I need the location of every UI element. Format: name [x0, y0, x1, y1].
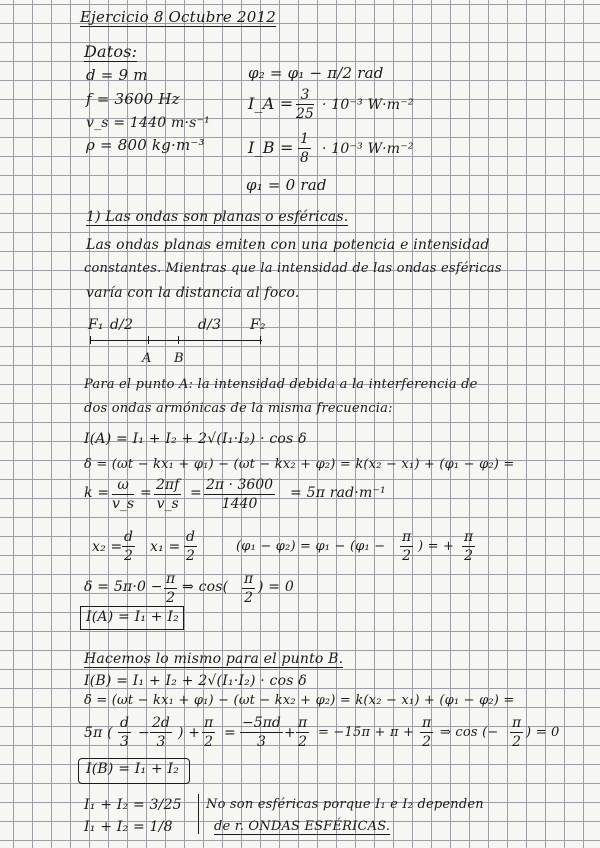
- pointa-phase-den2: 2: [464, 547, 474, 564]
- datos-heading: Datos:: [84, 42, 138, 61]
- pointa-phase-den: 2: [402, 547, 412, 564]
- pointb-den6: 2: [422, 733, 432, 750]
- pointa-phase-frac2: [462, 530, 475, 563]
- pointb-num2: 2d: [152, 715, 170, 731]
- pointb-den5: 2: [298, 733, 308, 750]
- conclusion-sum-a: I₁ + I₂ = 3/25: [84, 797, 182, 813]
- pointa-delta-arrow: ⇒ cos(: [182, 579, 229, 595]
- part1-line2: Las ondas planas emiten con una potencia e intensidad: [86, 237, 490, 253]
- pointa-k-num3: 2π · 3600: [206, 477, 274, 493]
- diagram-label-b: B: [174, 351, 184, 366]
- pointa-x2-label: x₂ =: [92, 539, 123, 555]
- pointa-x2-frac: [122, 530, 135, 563]
- pointb-num7: π: [512, 715, 522, 731]
- dato-ia-num: 3: [296, 88, 314, 105]
- diagram-tick-f2: [260, 336, 261, 344]
- dato-ia-den: 25: [296, 105, 314, 122]
- pointb-den1: 3: [120, 733, 129, 750]
- pointb-frac6: [420, 716, 433, 749]
- pointa-k-eq2: =: [190, 485, 202, 501]
- dato-ib-fraction: [298, 132, 311, 165]
- diagram-label-d3: d/3: [198, 317, 222, 333]
- diagram-label-a: A: [142, 351, 152, 366]
- pointb-delta-equation: δ = (ωt − kx₁ + φ₁) − (ωt − kx₂ + φ₂) = k(x₂ − x₁) + (φ₁ − φ₂) =: [84, 693, 515, 708]
- pointa-delta-text: δ = 5π·0 −: [84, 579, 163, 595]
- pointa-delta-frac: [164, 572, 177, 605]
- pointb-den3: 2: [204, 733, 214, 750]
- dato-distance: d = 9 m: [86, 66, 148, 84]
- pointa-k-num2: 2πf: [156, 477, 180, 493]
- dato-ib-num: 1: [300, 131, 309, 147]
- pointa-k-result: = 5π rad·m⁻¹: [290, 485, 386, 501]
- diagram-label-f1: F₁: [88, 317, 104, 333]
- pointa-k-num1: ω: [112, 478, 134, 495]
- dato-ia-label: I_A =: [248, 94, 294, 113]
- pointb-result: I(B) = I₁ + I₂: [86, 761, 180, 777]
- diagram-axis-line: [90, 340, 262, 341]
- pointa-x2-num: d: [124, 529, 133, 545]
- dato-ia-fraction: [296, 88, 314, 121]
- dato-velocity: v_s = 1440 m·s⁻¹: [86, 115, 210, 131]
- pointb-num5: π: [298, 715, 308, 731]
- pointa-k-frac1: [112, 478, 134, 511]
- pointa-intensity-equation: I(A) = I₁ + I₂ + 2√(I₁·I₂) · cos δ: [84, 431, 307, 447]
- pointb-num4: −5πd: [242, 715, 281, 731]
- pointa-phase-num2: π: [464, 529, 474, 545]
- pointa-k-den3: 1440: [221, 495, 258, 512]
- dato-phi1: φ₁ = 0 rad: [246, 176, 327, 194]
- pointb-plus: ) +: [178, 725, 201, 741]
- diagram-tick-f1: [90, 336, 91, 344]
- pointb-den2: 3: [156, 733, 166, 750]
- pointa-phase-frac: [400, 530, 413, 563]
- pointa-x1-label: x₁ =: [150, 539, 181, 555]
- pointb-frac2: [150, 716, 172, 749]
- conclusion-sum-b: I₁ + I₂ = 1/8: [84, 819, 173, 835]
- part1-line3: constantes. Mientras que la intensidad de las ondas esféricas: [84, 261, 502, 276]
- part1-line4: varía con la distancia al foco.: [86, 285, 300, 301]
- pointa-k-eq1: =: [140, 485, 152, 501]
- pointb-minus: −: [138, 725, 150, 741]
- dato-phi2: φ₂ = φ₁ − π/2 rad: [248, 64, 384, 82]
- pointb-frac1: [118, 716, 131, 749]
- pointa-result: I(A) = I₁ + I₂: [86, 609, 179, 625]
- part1-question: 1) Las ondas son planas o esféricas.: [86, 209, 349, 225]
- diagram-tick-a: [148, 336, 149, 344]
- pointa-phase-close: ) = +: [418, 539, 455, 554]
- dato-ib-unit: · 10⁻³ W·m⁻²: [322, 141, 414, 157]
- dato-frequency: f = 3600 Hz: [86, 90, 180, 108]
- pointb-num6: π: [422, 715, 432, 731]
- conclusion-text1: No son esféricas porque I₁ e I₂ dependen: [206, 797, 484, 812]
- diagram-label-f2: F₂: [250, 317, 266, 333]
- conclusion-text2: de r. ONDAS ESFÉRICAS.: [214, 819, 391, 834]
- pointb-end: ⇒ cos (−: [440, 725, 499, 740]
- pointa-k-den1: v_s: [112, 495, 135, 512]
- pointa-delta-equation: δ = (ωt − kx₁ + φ₁) − (ωt − kx₂ + φ₂) = k(x₂ − x₁) + (φ₁ − φ₂) =: [84, 457, 515, 472]
- pointa-k-label: k =: [84, 485, 110, 501]
- pointb-line1: Hacemos lo mismo para el punto B.: [84, 651, 344, 667]
- dato-density: ρ = 800 kg·m⁻³: [86, 136, 205, 154]
- pointa-delta-den: 2: [166, 589, 176, 606]
- page-title: Ejercicio 8 Octubre 2012: [80, 8, 276, 26]
- pointb-num3: π: [204, 715, 214, 731]
- pointa-x1-den: 2: [186, 547, 195, 564]
- pointb-num1: d: [120, 715, 129, 731]
- dato-ia-unit: · 10⁻³ W·m⁻²: [322, 97, 414, 113]
- conclusion-bracket: [198, 794, 199, 834]
- pointa-x2-den: 2: [124, 547, 133, 564]
- dato-ib-den: 8: [300, 149, 309, 166]
- pointb-end2: ) = 0: [526, 725, 560, 740]
- pointa-delta-end: ) = 0: [258, 579, 294, 595]
- pointa-line1: Para el punto A: la intensidad debida a la interferencia de: [84, 377, 478, 392]
- pointa-phase-text: (φ₁ − φ₂) = φ₁ − (φ₁ −: [236, 539, 386, 554]
- pointb-rest: = −15π + π +: [318, 725, 415, 740]
- pointb-intensity-equation: I(B) = I₁ + I₂ + 2√(I₁·I₂) · cos δ: [84, 673, 307, 689]
- pointb-eq: =: [224, 725, 236, 741]
- pointa-x1-num: d: [186, 529, 195, 545]
- pointa-delta-num2: π: [244, 571, 254, 587]
- pointa-k-frac3: [204, 478, 275, 511]
- pointb-plus2: +: [284, 725, 296, 741]
- pointa-k-den2: v_s: [156, 495, 179, 512]
- pointa-line2: dos ondas armónicas de la misma frecuencia:: [84, 401, 393, 416]
- pointb-frac5: [296, 716, 309, 749]
- pointb-den4: 3: [256, 733, 266, 750]
- diagram-tick-b: [178, 336, 179, 344]
- pointb-eq3-start: 5π (: [84, 725, 113, 741]
- pointa-k-frac2: [154, 478, 181, 511]
- pointa-delta-num: π: [166, 571, 176, 587]
- diagram-label-d2: d/2: [110, 317, 134, 333]
- pointb-frac7: [510, 716, 523, 749]
- pointb-den7: 2: [512, 733, 522, 750]
- pointa-delta-frac2: [242, 572, 255, 605]
- dato-ib-label: I_B =: [248, 138, 294, 157]
- pointa-delta-den2: 2: [244, 589, 254, 606]
- pointb-frac4: [240, 716, 283, 749]
- pointa-x1-frac: [184, 530, 197, 563]
- pointb-frac3: [202, 716, 215, 749]
- pointa-phase-num: π: [402, 529, 412, 545]
